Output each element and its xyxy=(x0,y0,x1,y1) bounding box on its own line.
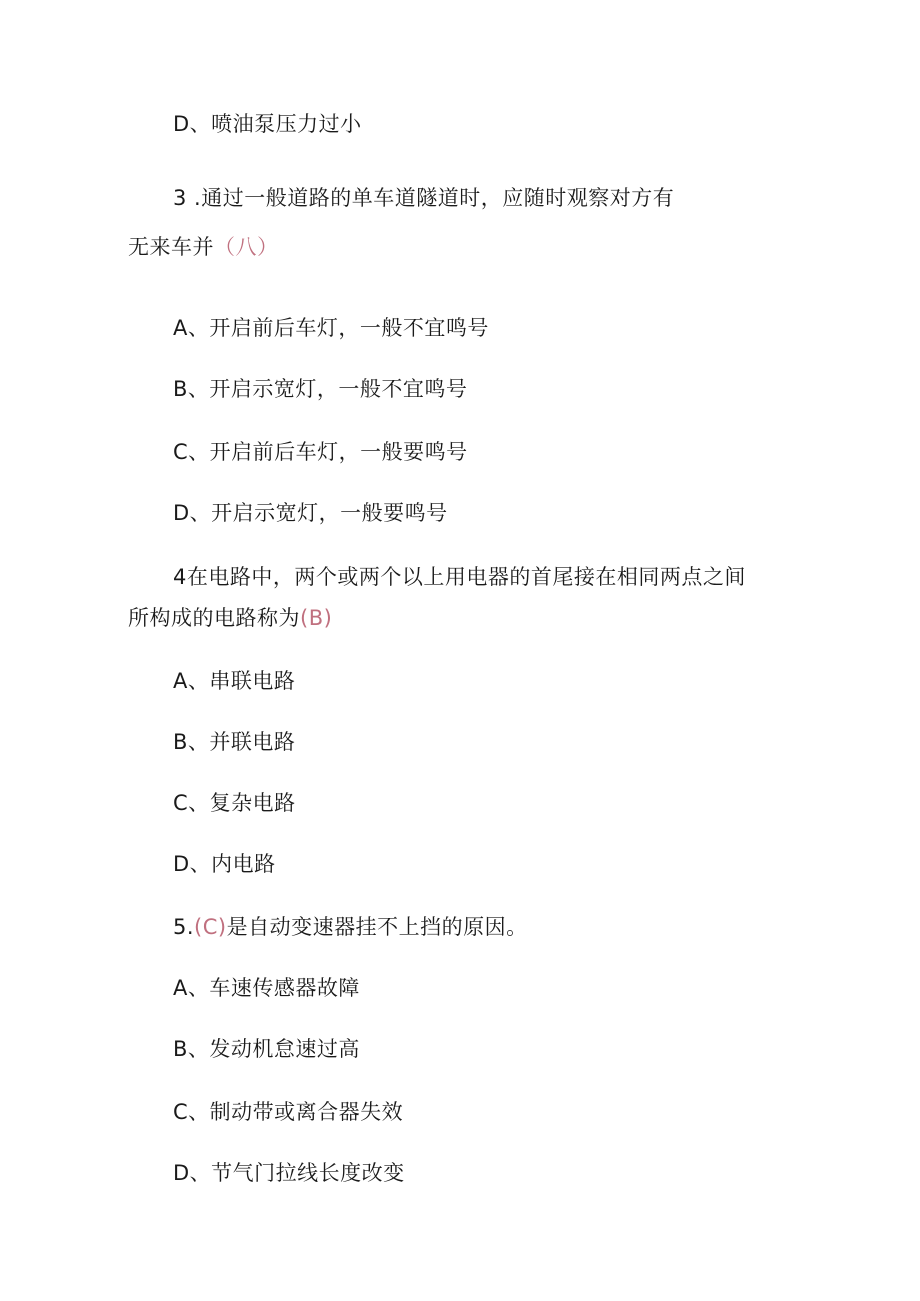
q3-option-d: D、开启示宽灯，一般要鸣号 xyxy=(173,501,448,525)
q4-option-d: D、内电路 xyxy=(173,852,276,876)
q5-option-c: C、制动带或离合器失效 xyxy=(173,1100,404,1124)
q4-stem-line2 xyxy=(128,604,332,632)
q3-answer: （八） xyxy=(214,235,279,259)
q5-stem-suffix: 是自动变速器挂不上挡的原因。 xyxy=(226,915,528,939)
q5-answer: (C) xyxy=(194,915,227,939)
q5-option-a: A、车速传感器故障 xyxy=(173,976,360,1000)
q4-option-a: A、串联电路 xyxy=(173,669,296,693)
q3-stem-line2 xyxy=(128,233,279,261)
q3-stem-line1: 3 .通过一般道路的单车道隧道时，应随时观察对方有 xyxy=(173,186,675,210)
q2-option-d: D、喷油泵压力过小 xyxy=(173,112,362,136)
q3-option-a: A、开启前后车灯，一般不宜鸣号 xyxy=(173,316,489,340)
q3-option-c: C、开启前后车灯，一般要鸣号 xyxy=(173,440,468,464)
q4-stem-line1: 4在电路中，两个或两个以上用电器的首尾接在相同两点之间 xyxy=(173,565,746,589)
q5-option-b: B、发动机怠速过高 xyxy=(173,1037,360,1061)
q3-option-b: B、开启示宽灯，一般不宜鸣号 xyxy=(173,377,468,401)
q3-stem-text: 无来车并 xyxy=(128,235,214,259)
q4-option-b: B、并联电路 xyxy=(173,730,296,754)
q4-stem-text: 所构成的电路称为 xyxy=(128,606,300,630)
q4-answer: (B) xyxy=(300,606,333,630)
q5-stem-prefix: 5. xyxy=(173,915,195,939)
q4-option-c: C、复杂电路 xyxy=(173,791,296,815)
q5-stem xyxy=(173,913,528,941)
q5-option-d: D、节气门拉线长度改变 xyxy=(173,1161,405,1185)
